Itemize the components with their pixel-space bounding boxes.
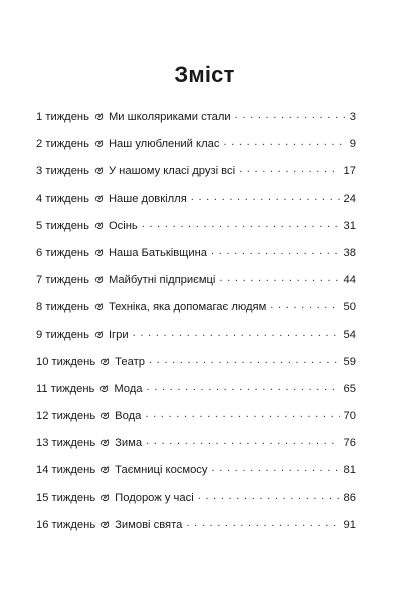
toc-entry-1[interactable] xyxy=(36,104,356,131)
toc-topic: Подорож у часі xyxy=(115,491,194,504)
toc-topic: Театр xyxy=(115,355,145,368)
toc-entry-8[interactable] xyxy=(36,294,356,321)
toc-entry-15[interactable] xyxy=(36,485,356,512)
toc-page-number: 24 xyxy=(343,192,356,205)
toc-page-number: 65 xyxy=(343,382,356,395)
toc-page-number: 91 xyxy=(343,518,356,531)
toc-topic: Ми школяриками стали xyxy=(108,111,231,123)
dot-leader xyxy=(145,401,339,428)
toc-page-number: 70 xyxy=(343,410,356,423)
dot-leader xyxy=(219,265,339,292)
toc-topic: Осінь xyxy=(108,219,138,232)
toc-page-number: 86 xyxy=(343,491,356,504)
fleuron-icon xyxy=(99,384,109,393)
toc-topic: Наша Батьківщина xyxy=(108,246,208,259)
toc-week-label: 12 тиждень xyxy=(36,410,96,423)
toc-week-label: 16 тиждень xyxy=(36,518,96,531)
fleuron-icon xyxy=(94,139,104,148)
toc-week-label: 14 тиждень xyxy=(36,464,96,477)
fleuron-icon xyxy=(94,248,104,257)
fleuron-icon xyxy=(100,438,110,447)
dot-leader xyxy=(270,292,339,319)
toc-week-label: 2 тиждень xyxy=(36,138,89,151)
toc-week-label: 7 тиждень xyxy=(36,274,89,287)
toc-topic: Зима xyxy=(115,437,143,450)
toc-entry-2[interactable] xyxy=(36,131,356,158)
toc-topic: Таємниці космосу xyxy=(115,464,208,477)
dot-leader xyxy=(211,238,340,265)
dot-leader xyxy=(149,347,340,374)
toc-week-label: 15 тиждень xyxy=(36,491,96,504)
toc-topic: Наше довкілля xyxy=(108,192,187,205)
toc-week-label: 13 тиждень xyxy=(36,437,96,450)
toc-entry-4[interactable] xyxy=(36,186,356,213)
toc-topic: Майбутні підприємці xyxy=(108,274,216,287)
toc-page-number: 50 xyxy=(343,301,356,314)
dot-leader xyxy=(198,483,340,510)
toc-entry-9[interactable] xyxy=(36,322,356,349)
toc-topic: Техніка, яка допомагає людям xyxy=(108,301,267,314)
dot-leader xyxy=(133,320,340,347)
toc-topic: Зимові свята xyxy=(115,518,183,531)
toc-entry-7[interactable] xyxy=(36,267,356,294)
dot-leader xyxy=(146,428,339,455)
toc-week-label: 8 тиждень xyxy=(36,301,89,314)
fleuron-icon xyxy=(94,166,104,175)
dot-leader xyxy=(191,184,340,211)
fleuron-icon xyxy=(94,275,104,284)
toc-week-label: 1 тиждень xyxy=(36,111,89,123)
toc-entry-16[interactable] xyxy=(36,512,356,539)
toc-page-number: 17 xyxy=(343,165,356,178)
toc-week-label: 11 тиждень xyxy=(36,382,95,395)
toc-week-label: 9 тиждень xyxy=(36,328,89,341)
dot-leader xyxy=(142,211,340,238)
toc-page-number: 81 xyxy=(343,464,356,477)
fleuron-icon xyxy=(100,493,110,502)
fleuron-icon xyxy=(94,330,104,339)
dot-leader xyxy=(223,129,345,156)
toc-page-number: 54 xyxy=(343,328,356,341)
toc-entry-6[interactable] xyxy=(36,240,356,267)
toc-page-number: 44 xyxy=(343,274,356,287)
dot-leader xyxy=(147,374,340,401)
toc-page-number: 38 xyxy=(343,246,356,259)
fleuron-icon xyxy=(94,221,104,230)
fleuron-icon xyxy=(100,520,110,529)
toc-topic: Ігри xyxy=(108,328,129,341)
dot-leader xyxy=(239,156,339,183)
toc-entry-13[interactable] xyxy=(36,430,356,457)
toc-entry-5[interactable] xyxy=(36,213,356,240)
dot-leader xyxy=(235,102,346,129)
toc-week-label: 4 тиждень xyxy=(36,192,89,205)
toc-week-label: 10 тиждень xyxy=(36,355,96,368)
toc-topic: Вода xyxy=(115,410,142,423)
toc-week-label: 6 тиждень xyxy=(36,246,89,259)
fleuron-icon xyxy=(100,411,110,420)
toc-topic: Наш улюблений клас xyxy=(108,138,220,151)
toc-topic: У нашому класі друзі всі xyxy=(108,165,236,178)
toc-entry-12[interactable] xyxy=(36,403,356,430)
toc-week-label: 5 тиждень xyxy=(36,219,89,232)
fleuron-icon xyxy=(94,112,104,121)
toc-page-number: 31 xyxy=(343,219,356,232)
page-title: Зміст xyxy=(174,62,235,87)
fleuron-icon xyxy=(100,357,110,366)
toc-entry-14[interactable] xyxy=(36,457,356,484)
toc-entry-11[interactable] xyxy=(36,376,356,403)
toc-entry-3[interactable] xyxy=(36,158,356,185)
toc-week-label: 3 тиждень xyxy=(36,165,89,178)
toc-topic: Мода xyxy=(114,382,143,395)
fleuron-icon xyxy=(100,465,110,474)
table-of-contents xyxy=(36,104,356,539)
toc-page-number: 76 xyxy=(343,437,356,450)
dot-leader xyxy=(186,510,339,537)
fleuron-icon xyxy=(94,194,104,203)
dot-leader xyxy=(212,455,340,482)
toc-page-number: 3 xyxy=(349,111,356,123)
toc-entry-10[interactable] xyxy=(36,349,356,376)
toc-page-number: 9 xyxy=(349,138,356,151)
toc-page-number: 59 xyxy=(343,355,356,368)
fleuron-icon xyxy=(94,302,104,311)
